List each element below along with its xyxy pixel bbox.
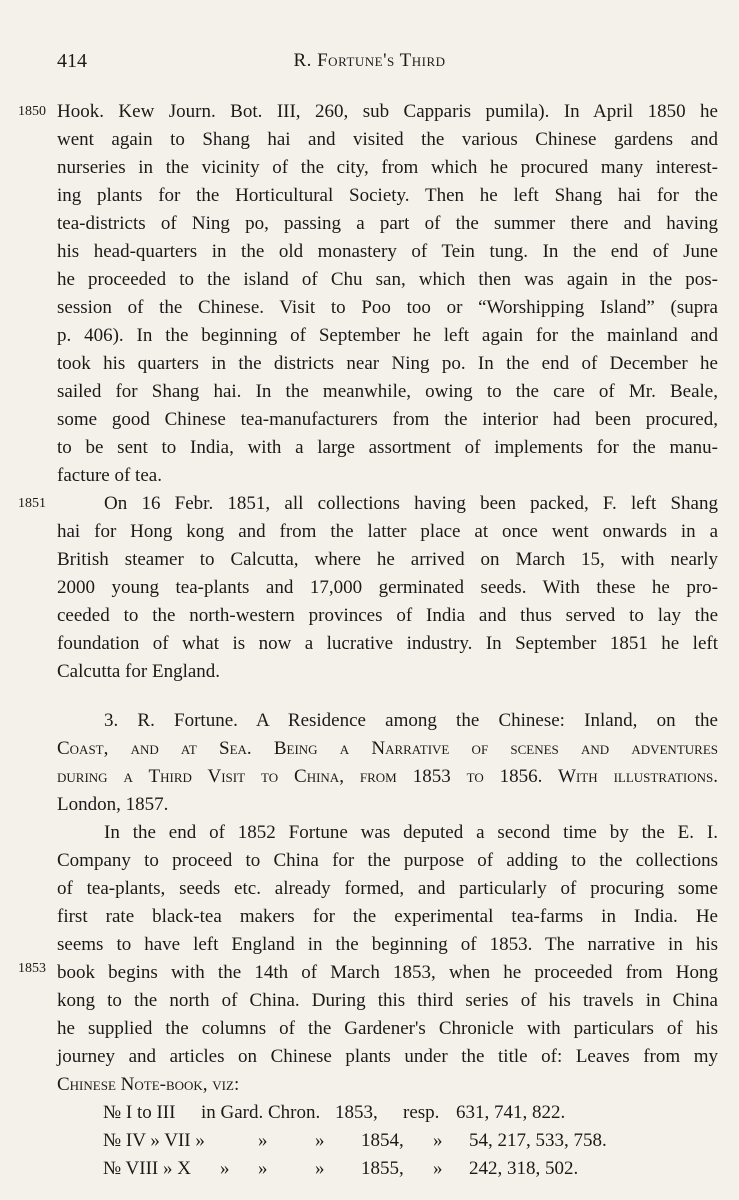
text-line: hai for Hong kong and from the latter place at once went onwards in a bbox=[57, 521, 718, 542]
text-line: to be sent to India, with a large assortment of implements for the manu- bbox=[57, 437, 718, 458]
text-line: during a Third Visit to China, from 1853 to 1856. With illustrations. bbox=[57, 766, 718, 787]
text-line: Hook. Kew Journ. Bot. III, 260, sub Capparis pumila). In April 1850 he bbox=[57, 101, 718, 122]
text-line: Coast, and at Sea. Being a Narrative of scenes and adventures bbox=[57, 738, 718, 759]
list-resp: » bbox=[433, 1158, 443, 1179]
text-line: first rate black-tea makers for the experimental tea-farms in India. He bbox=[57, 906, 718, 927]
list-year: 1855, bbox=[361, 1158, 404, 1179]
text-line: his head-quarters in the old monastery of Tein tung. In the end of June bbox=[57, 241, 718, 262]
margin-year: 1850 bbox=[18, 104, 46, 119]
page-number: 414 bbox=[57, 50, 87, 72]
list-item bbox=[103, 1127, 663, 1155]
text-line: In the end of 1852 Fortune was deputed a second time by the E. I. bbox=[104, 822, 718, 843]
text-line: session of the Chinese. Visit to Poo too or “Worshipping Island” (supra bbox=[57, 297, 718, 318]
margin-year: 1851 bbox=[18, 496, 46, 511]
list-pages: 54, 217, 533, 758. bbox=[469, 1130, 607, 1151]
text-line: ceeded to the north-western provinces of India and thus served to lay the bbox=[57, 605, 718, 626]
list-ditto: » bbox=[315, 1130, 325, 1151]
margin-year: 1853 bbox=[18, 961, 46, 976]
text-line: facture of tea. bbox=[57, 465, 162, 486]
list-ditto: » bbox=[220, 1158, 230, 1179]
list-number: № IV » VII » bbox=[103, 1130, 205, 1151]
text-line: 2000 young tea-plants and 17,000 germinated seeds. With these he pro- bbox=[57, 577, 718, 598]
list-ditto: » bbox=[258, 1158, 268, 1179]
text-line: went again to Shang hai and visited the various Chinese gardens and bbox=[57, 129, 718, 150]
list-item bbox=[103, 1155, 663, 1183]
text-line: On 16 Febr. 1851, all collections having been packed, F. left Shang bbox=[104, 493, 718, 514]
list-year: 1854, bbox=[361, 1130, 404, 1151]
list-resp: » bbox=[433, 1130, 443, 1151]
text-line: sailed for Shang hai. In the meanwhile, owing to the care of Mr. Beale, bbox=[57, 381, 718, 402]
text-line: p. 406). In the beginning of September he left again for the mainland and bbox=[57, 325, 718, 346]
text-line: nurseries in the vicinity of the city, from which he procured many interest- bbox=[57, 157, 718, 178]
list-publication: in Gard. Chron. bbox=[201, 1102, 321, 1123]
text-line: seems to have left England in the beginning of 1853. The narrative in his bbox=[57, 934, 718, 955]
text-line: ing plants for the Horticultural Society. Then he left Shang hai for the bbox=[57, 185, 718, 206]
list-pages: 242, 318, 502. bbox=[469, 1158, 579, 1179]
text-line: book begins with the 14th of March 1853, when he proceeded from Hong bbox=[57, 962, 718, 983]
text-line: of tea-plants, seeds etc. already formed, and particularly of procuring some bbox=[57, 878, 718, 899]
text-line: London, 1857. bbox=[57, 794, 169, 815]
list-item bbox=[103, 1099, 663, 1127]
text-line: foundation of what is now a lucrative industry. In September 1851 he left bbox=[57, 633, 718, 654]
text-line: British steamer to Calcutta, where he arrived on March 15, with nearly bbox=[57, 549, 718, 570]
text-line: he proceeded to the island of Chu san, which then was again in the pos- bbox=[57, 269, 718, 290]
text-line: some good Chinese tea-manufacturers from the interior had been procured, bbox=[57, 409, 718, 430]
text-line: Calcutta for England. bbox=[57, 661, 221, 682]
text-line: kong to the north of China. During this third series of his travels in China bbox=[57, 990, 718, 1011]
text-line: took his quarters in the districts near Ning po. In the end of December he bbox=[57, 353, 718, 374]
list-ditto: » bbox=[315, 1158, 325, 1179]
list-number: № VIII » X bbox=[103, 1158, 191, 1179]
list-number: № I to III bbox=[103, 1102, 176, 1123]
text-line: journey and articles on Chinese plants under the title of: Leaves from my bbox=[57, 1046, 718, 1067]
running-title: R. Fortune's Third bbox=[293, 50, 446, 71]
text-line: Chinese Note-book, viz: bbox=[57, 1074, 240, 1095]
text-line: Company to proceed to China for the purpose of adding to the collections bbox=[57, 850, 718, 871]
list-resp: resp. bbox=[403, 1102, 440, 1123]
page-header bbox=[0, 50, 739, 80]
list-pages: 631, 741, 822. bbox=[456, 1102, 566, 1123]
list-ditto: » bbox=[258, 1130, 268, 1151]
text-line: 3. R. Fortune. A Residence among the Chinese: Inland, on the bbox=[104, 710, 718, 731]
list-year: 1853, bbox=[335, 1102, 378, 1123]
text-line: he supplied the columns of the Gardener's Chronicle with particulars of his bbox=[57, 1018, 718, 1039]
text-line: tea-districts of Ning po, passing a part of the summer there and having bbox=[57, 213, 718, 234]
